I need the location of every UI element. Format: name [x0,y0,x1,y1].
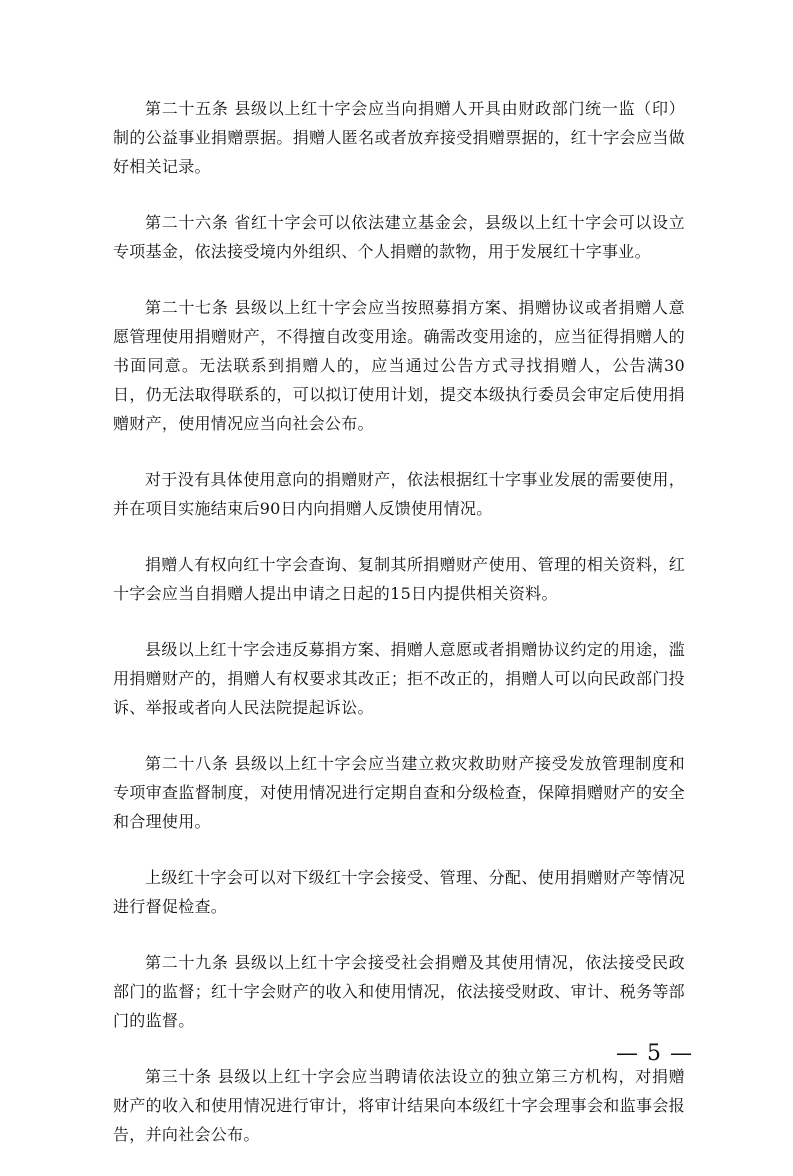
paragraph-article-25: 第二十五条 县级以上红十字会应当向捐赠人开具由财政部门统一监（印）制的公益事业捐赠票据。捐赠人匿名或者放弃接受捐赠票据的，红十字会应当做好相关记录。 [113,99,685,176]
paragraph-article-28: 第二十八条 县级以上红十字会应当建立救灾救助财产接受发放管理制度和专项审查监督制度，对使用情况进行定期自查和分级检查，保障捐赠财产的安全和合理使用。 [113,754,685,831]
paragraph-unspecified-donations: 对于没有具体使用意向的捐赠财产，依法根据红十字事业发展的需要使用，并在项目实施结束后90日内向捐赠人反馈使用情况。 [113,470,685,518]
paragraph-article-26: 第二十六条 省红十字会可以依法建立基金会，县级以上红十字会可以设立专项基金，依法接受境内外组织、个人捐赠的款物，用于发展红十字事业。 [113,213,685,261]
page-number: — 5 — [616,1041,693,1066]
document-body [113,94,685,1176]
paragraph-donor-inquiry-right: 捐赠人有权向红十字会查询、复制其所捐赠财产使用、管理的相关资料，红十字会应当自捐赠人提出申请之日起的15日内提供相关资料。 [113,555,685,603]
paragraph-article-27: 第二十七条 县级以上红十字会应当按照募捐方案、捐赠协议或者捐赠人意愿管理使用捐赠财产，不得擅自改变用途。确需改变用途的，应当征得捐赠人的书面同意。无法联系到捐赠人的，应当通过公告方式寻找捐赠人，公告满30日，仍无法取得联系的，可以拟订使用计划，提交本级执行委员会审定后使用捐赠财产，使用情况应当向社会公布。 [113,298,685,433]
paragraph-supervision-by-superior: 上级红十字会可以对下级红十字会接受、管理、分配、使用捐赠财产等情况进行督促检查。 [113,868,685,916]
paragraph-article-29: 第二十九条 县级以上红十字会接受社会捐赠及其使用情况，依法接受民政部门的监督；红十字会财产的收入和使用情况，依法接受财政、审计、税务等部门的监督。 [113,953,685,1030]
paragraph-misuse-complaint: 县级以上红十字会违反募捐方案、捐赠人意愿或者捐赠协议约定的用途，滥用捐赠财产的，捐赠人有权要求其改正；拒不改正的，捐赠人可以向民政部门投诉、举报或者向人民法院提起诉讼。 [113,640,685,717]
paragraph-article-30: 第三十条 县级以上红十字会应当聘请依法设立的独立第三方机构，对捐赠财产的收入和使用情况进行审计，将审计结果向本级红十字会理事会和监事会报告，并向社会公布。 [113,1067,685,1144]
